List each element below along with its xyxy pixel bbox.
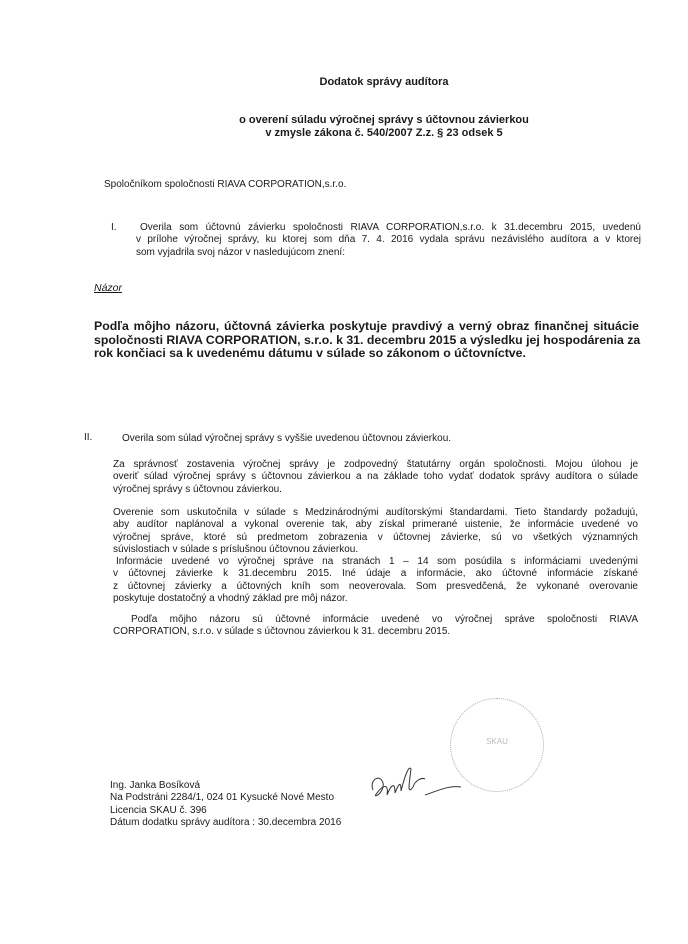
- text-line: poskytuje dostatočný a vhodný základ pre môj názor.: [113, 592, 348, 604]
- text-line: aby audítor naplánoval a vykonal overenie tak, aby získal primerané uistenie, že informácie uvedené vo: [113, 519, 638, 531]
- text-line: Overenie som uskutočnila v súlade s Medzinárodnými audítorskými štandardami. Tieto štandardy požadujú,: [113, 507, 638, 518]
- auditor-name: Ing. Janka Bosíková: [110, 780, 201, 791]
- opinion-text: [94, 320, 639, 361]
- signature-block: [110, 780, 341, 829]
- section-2-intro: Overila som súlad výročnej správy s vyššie uvedenou účtovnou závierkou.: [122, 433, 452, 444]
- text-line: výročnej správy s účtovnou závierkou.: [113, 483, 282, 495]
- stamp-text: SKAU: [486, 737, 508, 746]
- text-line: Informácie uvedené vo výročnej správe na stranách 1 – 14 som posúdila s informáciami uvedenými: [116, 556, 638, 567]
- text-line: výročnej správe, ktoré sú predmetom zobrazenia v účtovnej závierke, sú vo všetkých významných: [113, 531, 638, 543]
- text-line: Podľa môjho názoru, účtovná závierka poskytuje pravdivý a verný obraz finančnej situácie: [94, 319, 639, 333]
- text-line: v prílohe výročnej správy, ku ktorej som dňa 7. 4. 2016 vydala správu nezávislého audítora a v ktorej: [136, 234, 641, 246]
- text-line: spoločnosti RIAVA CORPORATION, s.r.o. k 31. decembru 2015 a výsledku jej hospodárenia za: [94, 332, 641, 347]
- addressee: Spoločníkom spoločnosti RIAVA CORPORATION,s.r.o.: [104, 179, 347, 190]
- section-1-text: [136, 222, 641, 259]
- text-line: som vyjadrila svoj názor v nasledujúcom znení:: [136, 246, 345, 258]
- auditor-license: Licencia SKAU č. 396: [110, 804, 207, 816]
- document-title: Dodatok správy audítora: [319, 76, 449, 88]
- text-line: CORPORATION, s.r.o. v súlade s účtovnou závierkou k 31. decembru 2015.: [113, 626, 451, 638]
- text-line: Overila som účtovnú závierku spoločnosti RIAVA CORPORATION,s.r.o. k 31.decembru 2015, uvedenú: [140, 222, 641, 233]
- text-line: v účtovnej závierke k 31.decembru 2015. Iné údaje a informácie, ako účtovné informácie získané: [113, 568, 638, 580]
- document-subtitle-2: v zmysle zákona č. 540/2007 Z.z. § 23 odsek 5: [265, 127, 503, 139]
- document-subtitle-1: o overení súladu výročnej správy s účtovnou závierkou: [239, 114, 529, 126]
- paragraph: [113, 459, 638, 496]
- paragraph: [113, 614, 638, 639]
- paragraph: [113, 556, 638, 605]
- opinion-heading: Názor: [94, 282, 123, 294]
- text-line: z účtovnej závierky a účtovných kníh som neoverovala. Som presvedčená, že vykonané overovanie: [113, 580, 638, 592]
- text-line: súvislostiach v súlade s príslušnou účtovnou závierkou.: [113, 543, 359, 555]
- section-2-number: II.: [84, 432, 93, 443]
- signature: [365, 755, 495, 810]
- section-1-number: I.: [111, 222, 117, 233]
- report-date: Dátum dodatku správy audítora : 30.decembra 2016: [110, 816, 342, 828]
- text-line: Za správnosť zostavenia výročnej správy je zodpovedný štatutárny orgán spoločnosti. Mojou úlohou je: [113, 459, 638, 470]
- text-line: rok končiaci sa k uvedenému dátumu v súlade so zákonom o účtovníctve.: [94, 346, 526, 360]
- paragraph: [113, 507, 638, 556]
- text-line: Podľa môjho názoru sú účtovné informácie uvedené vo výročnej správe spoločnosti RIAVA: [131, 614, 638, 625]
- text-line: overiť súlad výročnej správy s účtovnou závierkou a na základe toho vydať dodatok správy audítora o súlade: [113, 471, 638, 483]
- auditor-address: Na Podstráni 2284/1, 024 01 Kysucké Nové Mesto: [110, 792, 335, 804]
